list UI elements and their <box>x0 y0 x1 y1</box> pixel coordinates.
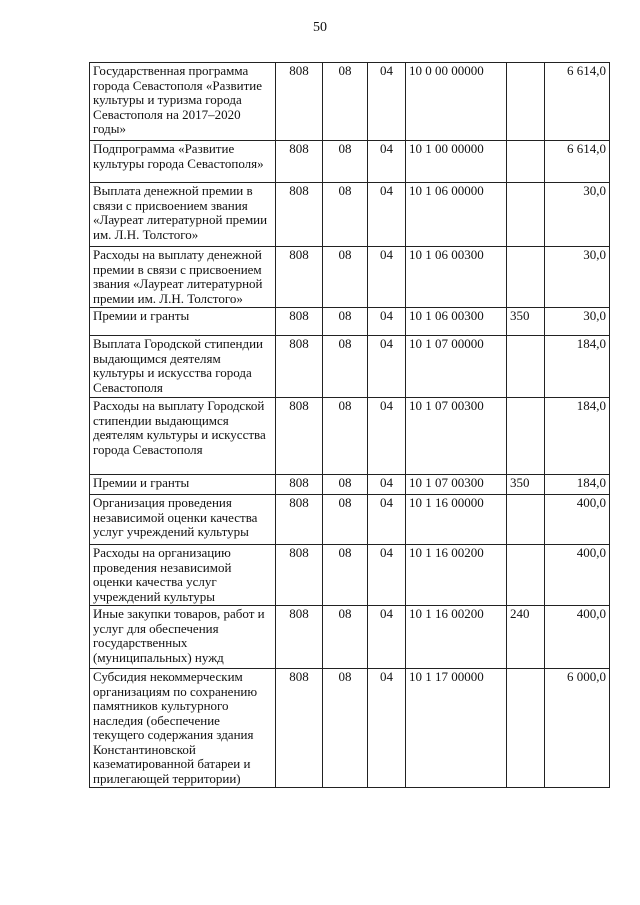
row-description: Субсидия некоммерческим организациям по сохранению памятников культурного наследия (обеспечение текущего содержания здания Константиновской казематированной батареи и прилегающей территории) <box>90 669 276 788</box>
row-amount: 6 000,0 <box>545 669 610 788</box>
row-expense-type-code: 240 <box>507 606 545 669</box>
row-description: Организация проведения независимой оценки качества услуг учреждений культуры <box>90 495 276 545</box>
row-expense-type-code <box>507 63 545 141</box>
table-row <box>90 606 610 669</box>
row-department-code: 808 <box>276 63 323 141</box>
page-number: 50 <box>313 20 327 35</box>
row-amount: 6 614,0 <box>545 141 610 183</box>
row-description: Расходы на выплату Городской стипендии выдающимся деятелям культуры и искусства города Севастополя <box>90 398 276 475</box>
row-section-code: 08 <box>323 606 368 669</box>
row-section-code: 08 <box>323 669 368 788</box>
row-expense-type-code <box>507 247 545 308</box>
row-section-code: 08 <box>323 398 368 475</box>
row-description: Государственная программа города Севастополя «Развитие культуры и туризма города Севастополя на 2017–2020 годы» <box>90 63 276 141</box>
row-department-code: 808 <box>276 669 323 788</box>
row-department-code: 808 <box>276 183 323 247</box>
row-description: Подпрограмма «Развитие культуры города Севастополя» <box>90 141 276 183</box>
row-amount: 6 614,0 <box>545 63 610 141</box>
row-description: Премии и гранты <box>90 308 276 336</box>
table-row <box>90 141 610 183</box>
budget-table <box>89 62 610 788</box>
row-expense-type-code <box>507 545 545 606</box>
table-row <box>90 308 610 336</box>
row-subsection-code: 04 <box>368 336 406 398</box>
row-subsection-code: 04 <box>368 141 406 183</box>
row-target-article-code: 10 1 07 00300 <box>406 398 507 475</box>
table-row <box>90 183 610 247</box>
row-department-code: 808 <box>276 495 323 545</box>
row-amount: 400,0 <box>545 606 610 669</box>
row-section-code: 08 <box>323 63 368 141</box>
row-subsection-code: 04 <box>368 247 406 308</box>
row-description: Иные закупки товаров, работ и услуг для обеспечения государственных (муниципальных) нужд <box>90 606 276 669</box>
table-row <box>90 398 610 475</box>
row-description: Выплата денежной премии в связи с присвоением звания «Лауреат литературной премии им. Л.Н. Толстого» <box>90 183 276 247</box>
row-amount: 184,0 <box>545 336 610 398</box>
row-target-article-code: 10 1 17 00000 <box>406 669 507 788</box>
row-department-code: 808 <box>276 336 323 398</box>
row-subsection-code: 04 <box>368 183 406 247</box>
row-expense-type-code <box>507 669 545 788</box>
row-expense-type-code <box>507 495 545 545</box>
row-amount: 184,0 <box>545 475 610 495</box>
row-subsection-code: 04 <box>368 63 406 141</box>
row-department-code: 808 <box>276 247 323 308</box>
table-row <box>90 545 610 606</box>
row-target-article-code: 10 1 00 00000 <box>406 141 507 183</box>
row-amount: 400,0 <box>545 495 610 545</box>
row-subsection-code: 04 <box>368 606 406 669</box>
row-amount: 30,0 <box>545 308 610 336</box>
row-target-article-code: 10 1 16 00000 <box>406 495 507 545</box>
row-target-article-code: 10 1 06 00300 <box>406 308 507 336</box>
row-section-code: 08 <box>323 495 368 545</box>
row-target-article-code: 10 1 06 00300 <box>406 247 507 308</box>
row-expense-type-code: 350 <box>507 308 545 336</box>
row-department-code: 808 <box>276 606 323 669</box>
row-department-code: 808 <box>276 545 323 606</box>
row-expense-type-code <box>507 141 545 183</box>
row-department-code: 808 <box>276 475 323 495</box>
row-section-code: 08 <box>323 336 368 398</box>
row-target-article-code: 10 1 07 00000 <box>406 336 507 398</box>
row-description: Расходы на выплату денежной премии в связи с присвоением звания «Лауреат литературной премии им. Л.Н. Толстого» <box>90 247 276 308</box>
table-row <box>90 669 610 788</box>
row-department-code: 808 <box>276 141 323 183</box>
row-section-code: 08 <box>323 247 368 308</box>
row-target-article-code: 10 1 16 00200 <box>406 545 507 606</box>
row-description: Расходы на организацию проведения независимой оценки качества услуг учреждений культуры <box>90 545 276 606</box>
row-expense-type-code <box>507 336 545 398</box>
row-amount: 400,0 <box>545 545 610 606</box>
table-row <box>90 336 610 398</box>
table-row <box>90 247 610 308</box>
row-amount: 184,0 <box>545 398 610 475</box>
row-subsection-code: 04 <box>368 545 406 606</box>
row-description: Премии и гранты <box>90 475 276 495</box>
row-section-code: 08 <box>323 475 368 495</box>
row-expense-type-code <box>507 398 545 475</box>
row-expense-type-code: 350 <box>507 475 545 495</box>
row-target-article-code: 10 1 06 00000 <box>406 183 507 247</box>
row-section-code: 08 <box>323 183 368 247</box>
row-description: Выплата Городской стипендии выдающимся деятелям культуры и искусства города Севастополя <box>90 336 276 398</box>
table-row <box>90 475 610 495</box>
row-subsection-code: 04 <box>368 669 406 788</box>
table-row <box>90 495 610 545</box>
table-row <box>90 63 610 141</box>
row-amount: 30,0 <box>545 183 610 247</box>
row-target-article-code: 10 0 00 00000 <box>406 63 507 141</box>
row-target-article-code: 10 1 07 00300 <box>406 475 507 495</box>
row-subsection-code: 04 <box>368 475 406 495</box>
row-department-code: 808 <box>276 308 323 336</box>
row-section-code: 08 <box>323 141 368 183</box>
row-section-code: 08 <box>323 545 368 606</box>
row-subsection-code: 04 <box>368 495 406 545</box>
row-amount: 30,0 <box>545 247 610 308</box>
row-target-article-code: 10 1 16 00200 <box>406 606 507 669</box>
row-subsection-code: 04 <box>368 398 406 475</box>
row-section-code: 08 <box>323 308 368 336</box>
row-department-code: 808 <box>276 398 323 475</box>
row-expense-type-code <box>507 183 545 247</box>
row-subsection-code: 04 <box>368 308 406 336</box>
